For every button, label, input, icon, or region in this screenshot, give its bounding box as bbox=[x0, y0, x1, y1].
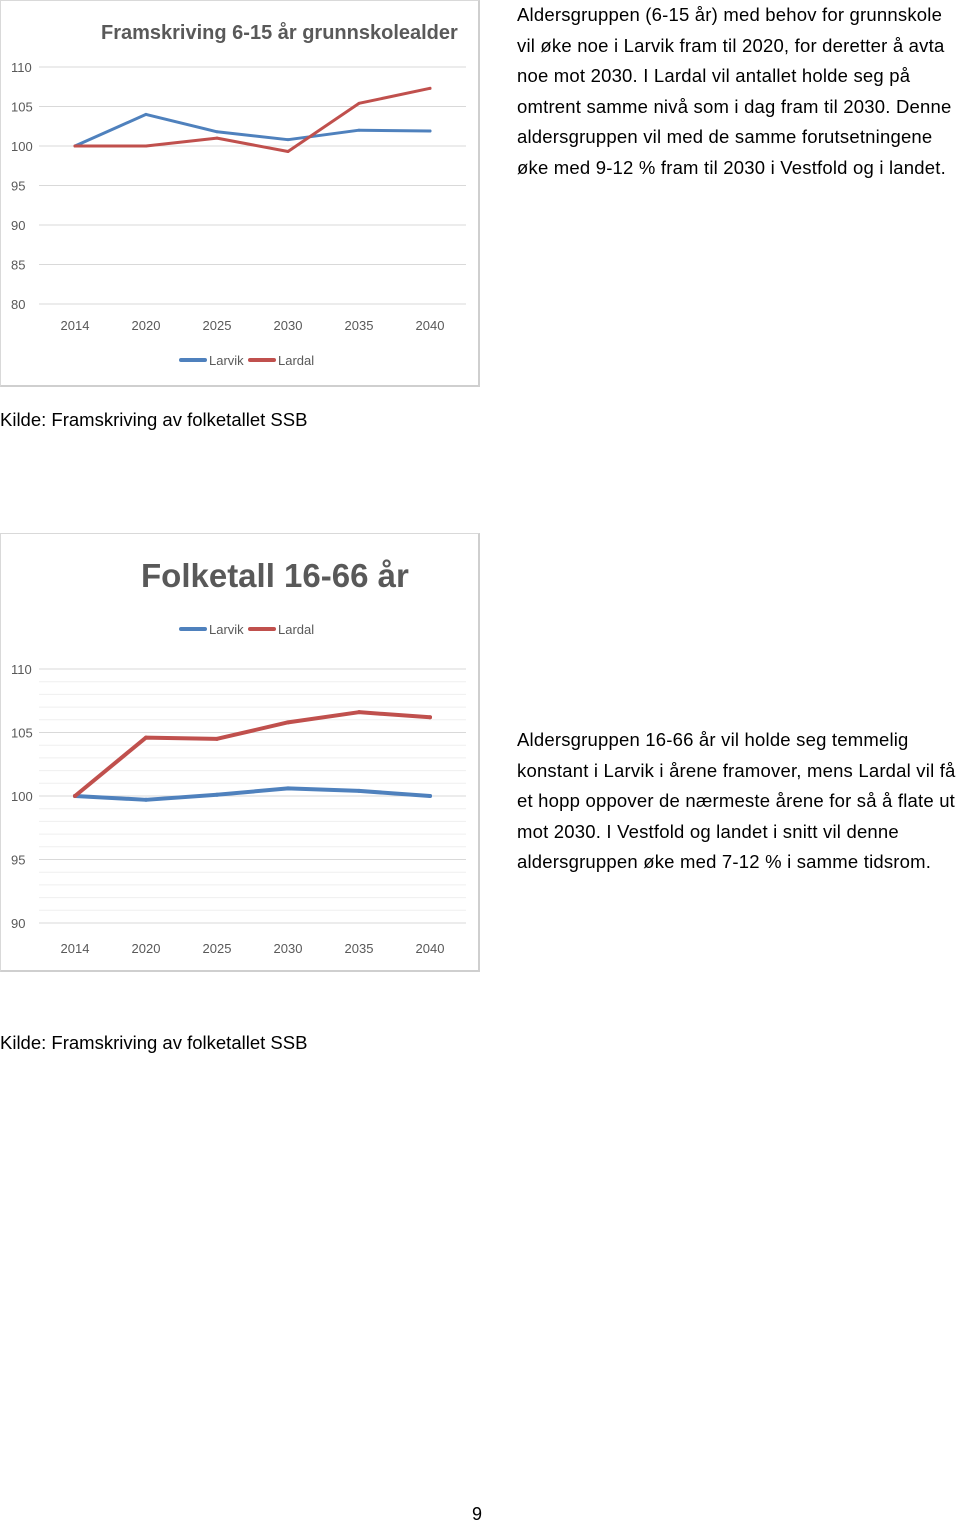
data-point-larvik bbox=[144, 798, 148, 802]
page-number: 9 bbox=[472, 1504, 483, 1524]
paragraph-16-66: Aldersgruppen 16-66 år vil holde seg temmelig konstant i Larvik i årene framover, mens Lardal vil få et hopp oppover de nærmeste årene for så å flate ut mot 2030. I Vestfold og landet i snitt vil denne aldersgruppen øke med 7-12 % i samme tidsrom. bbox=[517, 729, 956, 872]
data-point-lardal bbox=[358, 102, 361, 105]
paragraph-grunnskole: Aldersgruppen (6-15 år) med behov for grunnskole vil øke noe i Larvik fram til 2020, for deretter å avta noe mot 2030. I Lardal vil antallet holde seg på omtrent samme nivå som i dag fram til 2030. Denne aldersgruppen vil med de samme forutsetningene øke med 9-12 % fram til 2030 i Vestfold og i landet. bbox=[517, 4, 952, 178]
y-tick-label: 100 bbox=[11, 789, 33, 804]
chart-folketall-16-66 bbox=[0, 533, 480, 972]
data-point-lardal bbox=[216, 137, 219, 140]
y-tick-label: 110 bbox=[11, 60, 32, 75]
series-line-lardal bbox=[75, 88, 430, 151]
data-point-lardal bbox=[73, 794, 77, 798]
source-note-2: Kilde: Framskriving av folketallet SSB bbox=[0, 1032, 308, 1053]
data-point-lardal bbox=[145, 145, 148, 148]
chart-title: Folketall 16-66 år bbox=[141, 557, 409, 594]
data-point-larvik bbox=[357, 789, 361, 793]
data-point-lardal bbox=[357, 710, 361, 714]
legend-label-lardal: Lardal bbox=[278, 622, 315, 637]
y-tick-label: 85 bbox=[11, 257, 26, 273]
legend-label-larvik: Larvik bbox=[209, 622, 244, 637]
y-tick-label: 80 bbox=[11, 297, 26, 312]
x-tick-label: 2025 bbox=[202, 318, 232, 333]
legend-label-larvik: Larvik bbox=[209, 353, 244, 368]
y-tick-label: 100 bbox=[11, 139, 33, 154]
data-point-larvik bbox=[358, 129, 361, 132]
x-tick-label: 2040 bbox=[415, 318, 445, 333]
x-tick-label: 2030 bbox=[273, 941, 303, 956]
legend-label-lardal: Lardal bbox=[278, 353, 315, 368]
data-point-lardal bbox=[287, 150, 290, 153]
data-point-larvik bbox=[287, 138, 290, 141]
x-tick-label: 2014 bbox=[60, 941, 90, 956]
data-point-lardal bbox=[286, 720, 290, 724]
chart-title: Framskriving 6-15 år grunnskolealder bbox=[101, 22, 458, 44]
y-tick-label: 105 bbox=[11, 99, 33, 115]
series-line-larvik bbox=[75, 788, 430, 799]
x-tick-label: 2020 bbox=[131, 318, 161, 333]
y-tick-label: 110 bbox=[11, 662, 32, 677]
data-point-larvik bbox=[215, 793, 219, 797]
x-tick-label: 2040 bbox=[415, 941, 445, 956]
x-tick-label: 2025 bbox=[202, 941, 232, 956]
data-point-larvik bbox=[145, 113, 148, 116]
y-tick-label: 95 bbox=[11, 178, 26, 194]
source-note-1: Kilde: Framskriving av folketallet SSB bbox=[0, 409, 308, 430]
y-tick-label: 105 bbox=[11, 725, 33, 741]
data-point-lardal bbox=[428, 715, 432, 719]
data-point-larvik bbox=[429, 129, 432, 132]
x-tick-label: 2030 bbox=[273, 318, 303, 333]
series-line-larvik bbox=[75, 114, 430, 146]
y-tick-label: 95 bbox=[11, 852, 26, 868]
data-point-lardal bbox=[144, 736, 148, 740]
data-point-lardal bbox=[429, 87, 432, 90]
data-point-larvik bbox=[428, 794, 432, 798]
data-point-lardal bbox=[74, 145, 77, 148]
x-tick-label: 2014 bbox=[60, 318, 90, 333]
x-tick-label: 2020 bbox=[131, 941, 161, 956]
x-tick-label: 2035 bbox=[344, 941, 374, 956]
x-tick-label: 2035 bbox=[344, 318, 374, 333]
data-point-lardal bbox=[215, 737, 219, 741]
data-point-larvik bbox=[216, 130, 219, 133]
y-tick-label: 90 bbox=[11, 916, 26, 931]
y-tick-label: 90 bbox=[11, 218, 26, 233]
chart-grunnskolealder-svg bbox=[1, 1, 479, 386]
chart-folketall-16-66-svg bbox=[1, 534, 479, 971]
chart-grunnskolealder bbox=[0, 0, 480, 387]
data-point-larvik bbox=[286, 786, 290, 790]
